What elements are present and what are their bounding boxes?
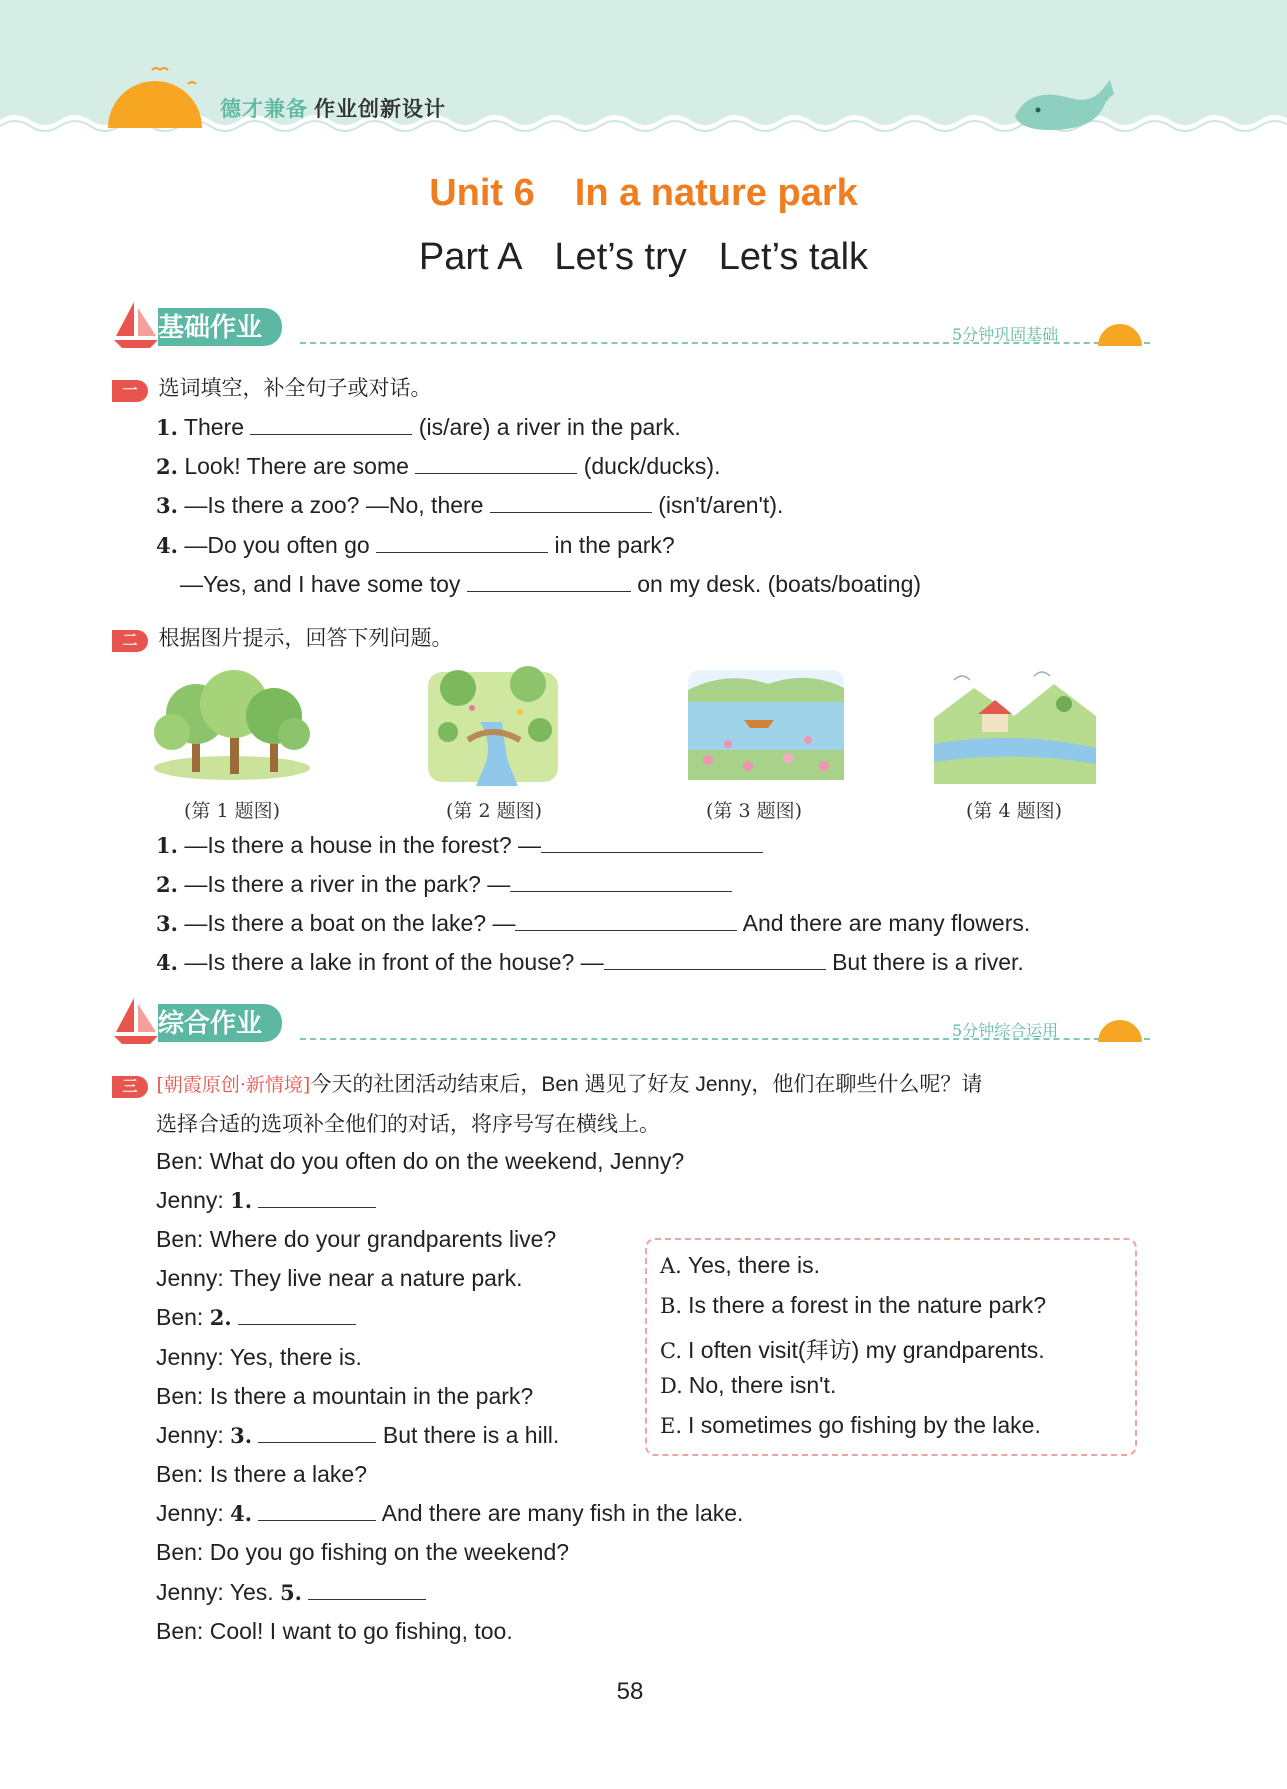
park-river-picture bbox=[428, 662, 558, 786]
section-comprehensive-label: 综合作业 bbox=[158, 1004, 282, 1042]
house-river-picture bbox=[934, 668, 1096, 784]
option-e: E. I sometimes go fishing by the lake. bbox=[660, 1412, 1041, 1438]
part-label: Part A bbox=[418, 236, 523, 278]
lake-picture bbox=[688, 670, 844, 780]
brand-black: 作业创新设计 bbox=[314, 98, 446, 121]
unit-number: Unit 6 bbox=[429, 172, 535, 214]
dialogue-line-10: Jenny: 4. And there are many fish in the lake. bbox=[156, 1500, 744, 1526]
q1-instruction: 选词填空，补全句子或对话。 bbox=[158, 377, 432, 400]
q3-badge: 三 bbox=[112, 1076, 148, 1098]
answer-blank[interactable] bbox=[467, 571, 631, 592]
sailboat-icon bbox=[112, 300, 160, 350]
dialogue-line-13: Ben: Cool! I want to go fishing, too. bbox=[156, 1618, 513, 1644]
caption-4: (第 4 题图) bbox=[966, 800, 1062, 822]
q2-item-3: 3. —Is there a boat on the lake? — And there are many flowers. bbox=[156, 910, 1031, 936]
answer-blank[interactable] bbox=[258, 1422, 376, 1443]
dialogue-line-2: Jenny: 1. bbox=[156, 1187, 376, 1214]
unit-topic: In a nature park bbox=[574, 172, 858, 214]
answer-blank[interactable] bbox=[510, 871, 732, 892]
answer-blank[interactable] bbox=[604, 949, 826, 970]
answer-blank[interactable] bbox=[415, 453, 577, 474]
dialogue-line-6: Jenny: Yes, there is. bbox=[156, 1344, 362, 1370]
dialogue-line-1: Ben: What do you often do on the weekend, Jenny? bbox=[156, 1148, 685, 1174]
small-sun-icon bbox=[1094, 310, 1146, 350]
answer-blank[interactable] bbox=[490, 492, 652, 513]
answer-blank[interactable] bbox=[250, 414, 412, 435]
answer-blank[interactable] bbox=[376, 532, 548, 553]
caption-1: (第 1 题图) bbox=[184, 800, 280, 822]
option-b: B. Is there a forest in the nature park? bbox=[660, 1292, 1047, 1318]
section-basic-note: 5分钟巩固基础 bbox=[952, 325, 1059, 344]
q1-badge: 一 bbox=[112, 380, 148, 402]
section-basic-label: 基础作业 bbox=[158, 308, 282, 346]
q3-instruction-2: 选择合适的选项补全他们的对话，将序号写在横线上。 bbox=[156, 1113, 660, 1136]
option-a: A. Yes, there is. bbox=[660, 1252, 820, 1278]
dialogue-line-5: Ben: 2. bbox=[156, 1304, 356, 1331]
q1-item-4b: —Yes, and I have some toy on my desk. (boats/boating) bbox=[180, 571, 922, 597]
q1-item-3: 3. —Is there a zoo? —No, there (isn't/aren't). bbox=[156, 492, 784, 518]
q3-header bbox=[112, 1068, 982, 1098]
answer-blank[interactable] bbox=[541, 832, 763, 853]
answer-blank[interactable] bbox=[515, 910, 737, 931]
answer-blank[interactable] bbox=[238, 1304, 356, 1325]
q1-item-2: 2. Look! There are some (duck/ducks). bbox=[156, 453, 721, 479]
q1-header bbox=[112, 372, 431, 402]
q1-item-4: 4. —Do you often go in the park? bbox=[156, 532, 675, 558]
small-sun-icon bbox=[1094, 1006, 1146, 1046]
dialogue-line-9: Ben: Is there a lake? bbox=[156, 1461, 367, 1487]
page-number: 58 bbox=[616, 1678, 644, 1705]
dialogue-line-4: Jenny: They live near a nature park. bbox=[156, 1265, 523, 1291]
option-d: D. No, there isn't. bbox=[660, 1372, 837, 1398]
whale-icon bbox=[1010, 76, 1120, 134]
dialogue-line-7: Ben: Is there a mountain in the park? bbox=[156, 1383, 534, 1409]
q2-item-2: 2. —Is there a river in the park? — bbox=[156, 871, 732, 898]
lesson-try: Let’s try bbox=[554, 236, 687, 278]
q2-header bbox=[112, 622, 452, 652]
sun-icon bbox=[100, 62, 210, 132]
dialogue-line-12: Jenny: Yes. 5. bbox=[156, 1579, 426, 1606]
caption-3: (第 3 题图) bbox=[706, 800, 802, 822]
answer-blank[interactable] bbox=[258, 1500, 376, 1521]
dialogue-line-11: Ben: Do you go fishing on the weekend? bbox=[156, 1539, 570, 1565]
answer-blank[interactable] bbox=[258, 1187, 376, 1208]
q1-item-1: 1. There (is/are) a river in the park. bbox=[156, 414, 681, 440]
option-c: C. I often visit(拜访) my grandparents. bbox=[660, 1337, 1045, 1363]
q3-instruction-1: 今天的社团活动结束后，Ben 遇见了好友 Jenny，他们在聊些什么呢？请 bbox=[310, 1073, 983, 1096]
section-comprehensive-note: 5分钟综合运用 bbox=[952, 1021, 1059, 1040]
part-title bbox=[0, 236, 1287, 279]
q2-badge: 二 bbox=[112, 630, 148, 652]
brand-green: 德才兼备 bbox=[220, 98, 308, 121]
q3-tag: [朝霞原创·新情境] bbox=[156, 1074, 311, 1096]
lesson-talk: Let’s talk bbox=[718, 236, 869, 278]
q2-instruction: 根据图片提示，回答下列问题。 bbox=[158, 627, 453, 650]
caption-2: (第 2 题图) bbox=[446, 800, 542, 822]
brand bbox=[220, 93, 446, 123]
q2-item-4: 4. —Is there a lake in front of the house? — But there is a river. bbox=[156, 949, 1024, 975]
q2-item-1: 1. —Is there a house in the forest? — bbox=[156, 832, 763, 859]
unit-title bbox=[0, 172, 1287, 215]
sailboat-icon bbox=[112, 996, 160, 1046]
forest-picture bbox=[152, 668, 310, 780]
dialogue-line-8: Jenny: 3. But there is a hill. bbox=[156, 1422, 560, 1448]
answer-blank[interactable] bbox=[308, 1579, 426, 1600]
dialogue-line-3: Ben: Where do your grandparents live? bbox=[156, 1226, 557, 1252]
